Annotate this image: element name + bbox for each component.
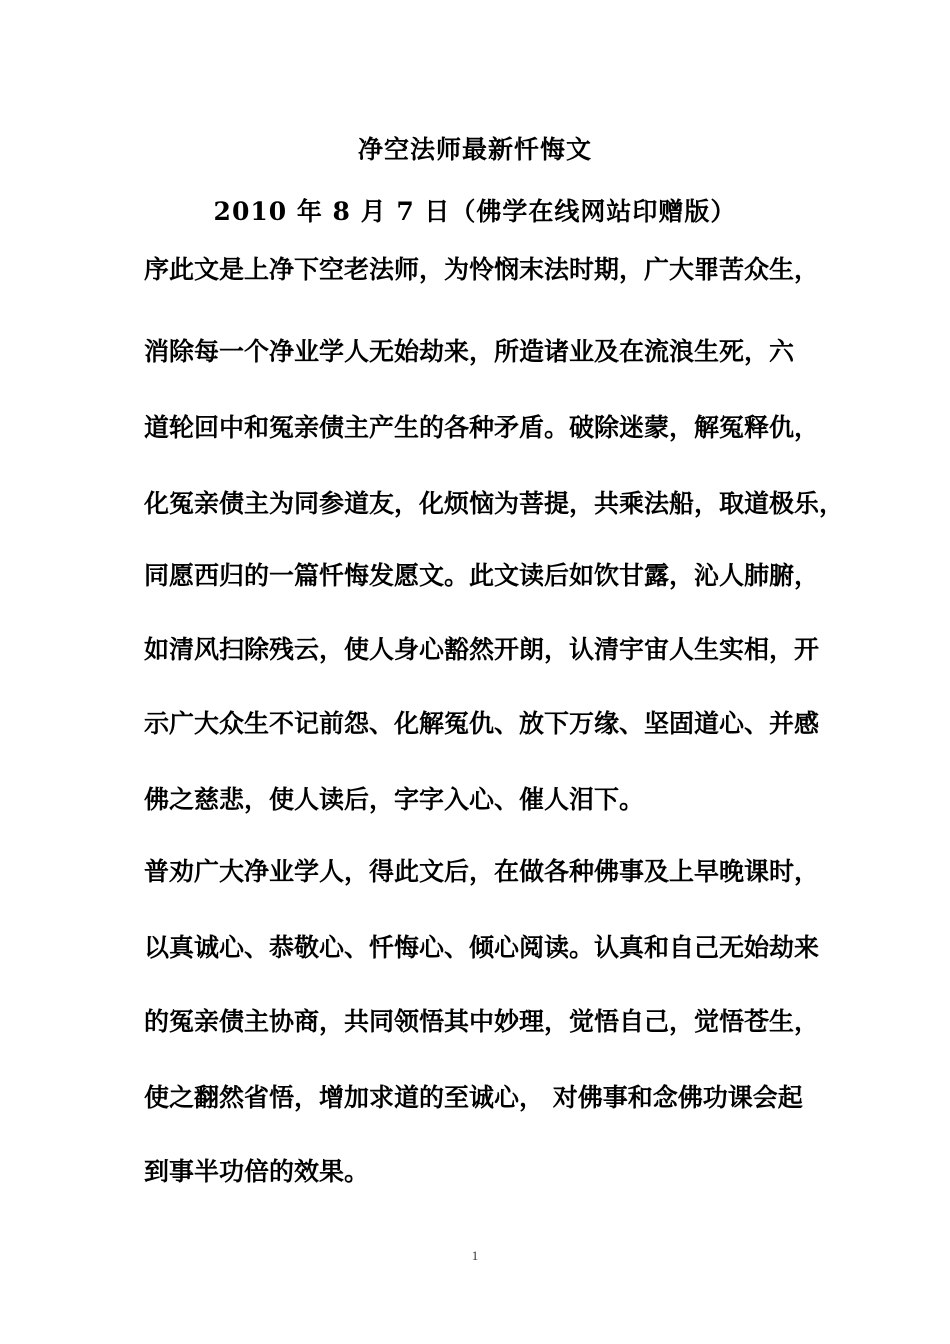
- paragraph-line: 序此文是上净下空老法师，为怜悯末法时期，广大罪苦众生，: [144, 255, 820, 284]
- paragraph-line: 使之翻然省悟，增加求道的至诚心， 对佛事和念佛功课会起: [144, 1083, 803, 1112]
- paragraph-line: 的冤亲债主协商，共同领悟其中妙理，觉悟自己，觉悟苍生，: [144, 1007, 820, 1036]
- paragraph-line: 示广大众生不记前怨、化解冤仇、放下万缘、坚固道心、并感: [144, 709, 820, 738]
- paragraph-line: 如清风扫除残云，使人身心豁然开朗，认清宇宙人生实相，开: [144, 635, 820, 664]
- paragraph-line: 普劝广大净业学人，得此文后，在做各种佛事及上早晚课时，: [144, 857, 820, 886]
- paragraph-line: 化冤亲债主为同参道友，化烦恼为菩提，共乘法船，取道极乐，: [144, 489, 845, 518]
- paragraph-line: 消除每一个净业学人无始劫来，所造诸业及在流浪生死，六: [144, 337, 795, 366]
- page-number: 1: [471, 1248, 479, 1263]
- paragraph-line: 佛之慈悲，使人读后，字字入心、催人泪下。: [144, 785, 645, 814]
- paragraph-line: 以真诚心、恭敬心、忏悔心、倾心阅读。认真和自己无始劫来: [144, 933, 820, 962]
- paragraph-line: 同愿西归的一篇忏悔发愿文。此文读后如饮甘露，沁人肺腑，: [144, 561, 820, 590]
- document-subtitle: 2010 年 8 月 7 日（佛学在线网站印赠版）: [213, 197, 737, 226]
- paragraph-line: 道轮回中和冤亲债主产生的各种矛盾。破除迷蒙，解冤释仇，: [144, 413, 820, 442]
- paragraph-line: 到事半功倍的效果。: [144, 1157, 370, 1186]
- document-title: 净空法师最新忏悔文: [357, 135, 592, 164]
